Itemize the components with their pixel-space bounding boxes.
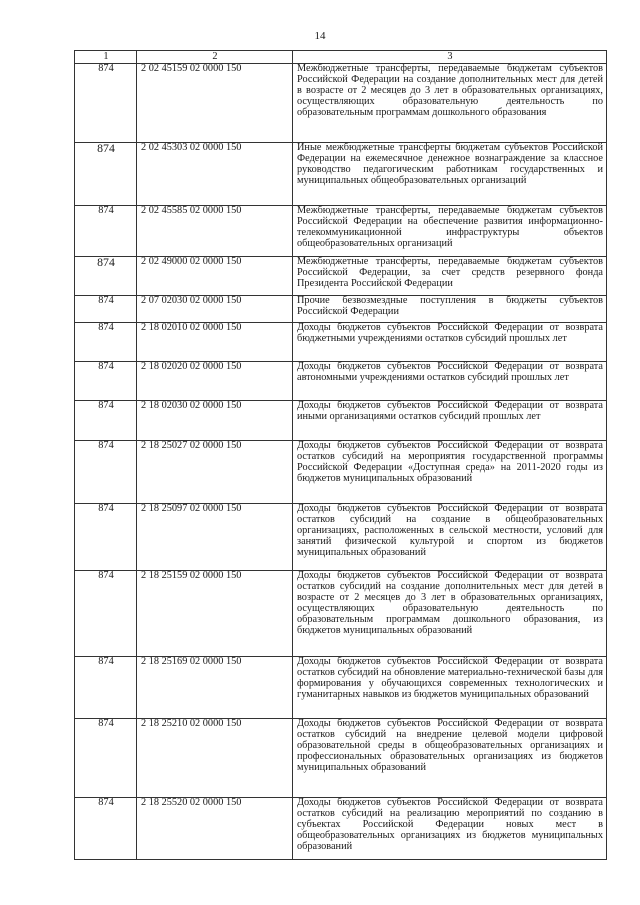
- table-header-row: [75, 51, 607, 64]
- column-header-1: 1: [75, 51, 137, 64]
- admin-code-cell: 874: [75, 441, 137, 504]
- page-number: 14: [314, 30, 326, 42]
- table-row: [75, 571, 607, 657]
- budget-code-cell: 2 07 02030 02 0000 150: [137, 296, 293, 323]
- budget-code-cell: 2 18 25169 02 0000 150: [137, 657, 293, 719]
- budget-code-cell: 2 18 25097 02 0000 150: [137, 504, 293, 571]
- table-row: [75, 296, 607, 323]
- table-row: [75, 257, 607, 296]
- admin-code-cell: 874: [75, 504, 137, 571]
- admin-code-cell: 874: [75, 571, 137, 657]
- income-name-cell: Межбюджетные трансферты, передаваемые бюджетам субъектов Российской Федерации, за счет средств резервного фонда Президента Российской Федерации: [293, 257, 607, 296]
- admin-code-cell: 874: [75, 296, 137, 323]
- table-row: [75, 323, 607, 362]
- income-name-cell: Доходы бюджетов субъектов Российской Федерации от возврата остатков субсидий на мероприятия государственной программы Российской Федерации «Доступная среда» на 2011-2020 годы из бюджетов муниципальных образований: [293, 441, 607, 504]
- budget-code-cell: 2 18 02010 02 0000 150: [137, 323, 293, 362]
- table-row: [75, 719, 607, 798]
- admin-code-cell: 874: [75, 401, 137, 441]
- budget-code-cell: 2 18 25159 02 0000 150: [137, 571, 293, 657]
- table-row: [75, 64, 607, 143]
- admin-code-cell: 874: [75, 657, 137, 719]
- budget-code-cell: 2 18 25210 02 0000 150: [137, 719, 293, 798]
- income-name-cell: Доходы бюджетов субъектов Российской Федерации от возврата автономными учреждениями остатков субсидий прошлых лет: [293, 362, 607, 401]
- budget-code-cell: 2 02 49000 02 0000 150: [137, 257, 293, 296]
- budget-code-cell: 2 02 45585 02 0000 150: [137, 206, 293, 257]
- admin-code-cell: 874: [75, 257, 137, 296]
- table-row: [75, 362, 607, 401]
- income-name-cell: Доходы бюджетов субъектов Российской Федерации от возврата остатков субсидий на обновление материально-технической базы для формирования у обучающихся современных технологических и гуманитарных навыков из бюджетов муниципальных образований: [293, 657, 607, 719]
- admin-code-cell: 874: [75, 719, 137, 798]
- income-name-cell: Доходы бюджетов субъектов Российской Федерации от возврата остатков субсидий на создание в общеобразовательных организациях, расположенных в сельской местности, условий для занятий физической культурой и спортом из бюджетов муниципальных образований: [293, 504, 607, 571]
- income-name-cell: Доходы бюджетов субъектов Российской Федерации от возврата иными организациями остатков субсидий прошлых лет: [293, 401, 607, 441]
- budget-code-cell: 2 18 02030 02 0000 150: [137, 401, 293, 441]
- budget-code-cell: 2 18 25027 02 0000 150: [137, 441, 293, 504]
- table-row: [75, 401, 607, 441]
- budget-code-cell: 2 18 25520 02 0000 150: [137, 798, 293, 860]
- income-name-cell: Доходы бюджетов субъектов Российской Федерации от возврата остатков субсидий на внедрение целевой модели цифровой образовательной среды в общеобразовательных организациях и профессиональных образовательных организациях из бюджетов муниципальных образований: [293, 719, 607, 798]
- admin-code-cell: 874: [75, 362, 137, 401]
- table-row: [75, 143, 607, 206]
- income-name-cell: Прочие безвозмездные поступления в бюджеты субъектов Российской Федерации: [293, 296, 607, 323]
- table-row: [75, 441, 607, 504]
- admin-code-cell: 874: [75, 64, 137, 143]
- column-header-3: 3: [293, 51, 607, 64]
- income-name-cell: Иные межбюджетные трансферты бюджетам субъектов Российской Федерации на ежемесячное денежное вознаграждение за классное руководство педагогическим работникам государственных и муниципальных общеобразовательных организаций: [293, 143, 607, 206]
- budget-code-cell: 2 02 45303 02 0000 150: [137, 143, 293, 206]
- admin-code-cell: 874: [75, 206, 137, 257]
- table-row: [75, 206, 607, 257]
- income-name-cell: Доходы бюджетов субъектов Российской Федерации от возврата остатков субсидий на создание дополнительных мест для детей в возрасте от 2 месяцев до 3 лет в образовательных организациях, осуществляющих образовательную деятельность по образовательным программам дошкольного образования, из бюджетов муниципальных образований: [293, 571, 607, 657]
- column-header-2: 2: [137, 51, 293, 64]
- revenue-codes-table: [74, 50, 607, 860]
- income-name-cell: Доходы бюджетов субъектов Российской Федерации от возврата бюджетными учреждениями остатков субсидий прошлых лет: [293, 323, 607, 362]
- admin-code-cell: 874: [75, 143, 137, 206]
- income-name-cell: Межбюджетные трансферты, передаваемые бюджетам субъектов Российской Федерации на обеспечение развития информационно-телекоммуникационной инфраструктуры объектов общеобразовательных организаций: [293, 206, 607, 257]
- admin-code-cell: 874: [75, 798, 137, 860]
- budget-code-cell: 2 18 02020 02 0000 150: [137, 362, 293, 401]
- admin-code-cell: 874: [75, 323, 137, 362]
- income-name-cell: Доходы бюджетов субъектов Российской Федерации от возврата остатков субсидий на реализацию мероприятий по созданию в субъектах Российской Федерации новых мест в общеобразовательных организациях из бюджетов муниципальных образований: [293, 798, 607, 860]
- table-row: [75, 798, 607, 860]
- income-name-cell: Межбюджетные трансферты, передаваемые бюджетам субъектов Российской Федерации на создание дополнительных мест для детей в возрасте от 2 месяцев до 3 лет в образовательных организациях, осуществляющих образовательную деятельность по образовательным программам дошкольного образования: [293, 64, 607, 143]
- table-row: [75, 657, 607, 719]
- budget-code-cell: 2 02 45159 02 0000 150: [137, 64, 293, 143]
- table-row: [75, 504, 607, 571]
